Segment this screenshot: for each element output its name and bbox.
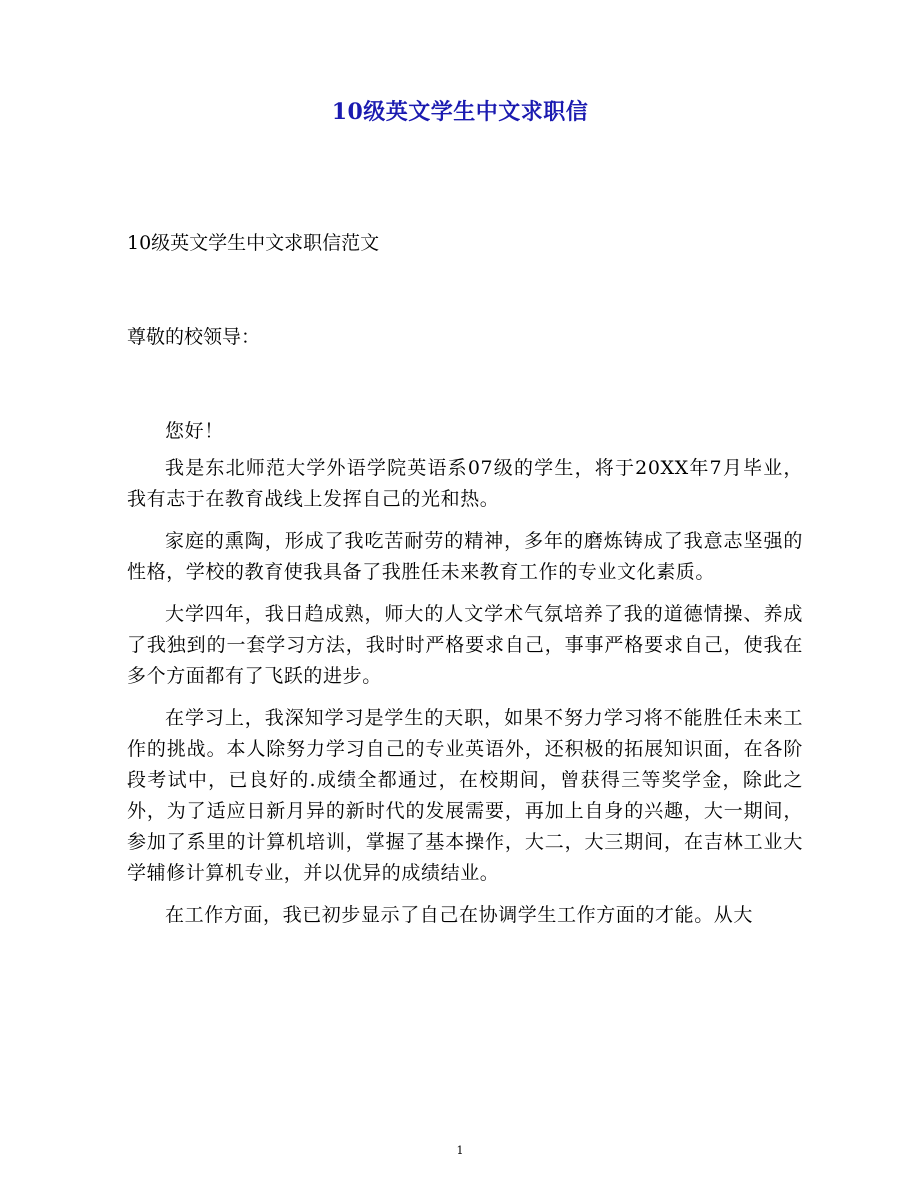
body-paragraph: 在学习上，我深知学习是学生的天职，如果不努力学习将不能胜任未来工作的挑战。本人除努力学习自己的专业英语外，还积极的拓展知识面，在各阶段考试中，已良好的.成绩全都通过，在校期间，曾获得三等奖学金，除此之外，为了适应日新月异的新时代的发展需要，再加上自身的兴趣，大一期间，参加了系里的计算机培训，掌握了基本操作，大二，大三期间，在吉林工业大学辅修计算机专业，并以优异的成绩结业。 (127, 707, 803, 884)
body-paragraph: 家庭的熏陶，形成了我吃苦耐劳的精神，多年的磨炼铸成了我意志坚强的性格，学校的教育使我具备了我胜任未来教育工作的专业文化素质。 (127, 530, 803, 583)
body-paragraph: 在工作方面，我已初步显示了自己在协调学生工作方面的才能。从大 (165, 904, 754, 926)
document-subtitle: 10级英文学生中文求职信范文 (127, 232, 380, 254)
greeting: 您好！ (165, 420, 224, 442)
document-title: 10级英文学生中文求职信 (331, 99, 589, 125)
body-paragraph: 我是东北师范大学外语学院英语系07级的学生，将于20XX年7月毕业，我有志于在教育战线上发挥自己的光和热。 (127, 457, 803, 510)
body-paragraph: 大学四年，我日趋成熟，师大的人文学术气氛培养了我的道德情操、养成了我独到的一套学习方法，我时时严格要求自己，事事严格要求自己，使我在多个方面都有了飞跃的进步。 (127, 603, 803, 687)
page-number: 1 (456, 1144, 464, 1157)
salutation: 尊敬的校领导： (127, 326, 261, 348)
letter-body (127, 416, 803, 942)
